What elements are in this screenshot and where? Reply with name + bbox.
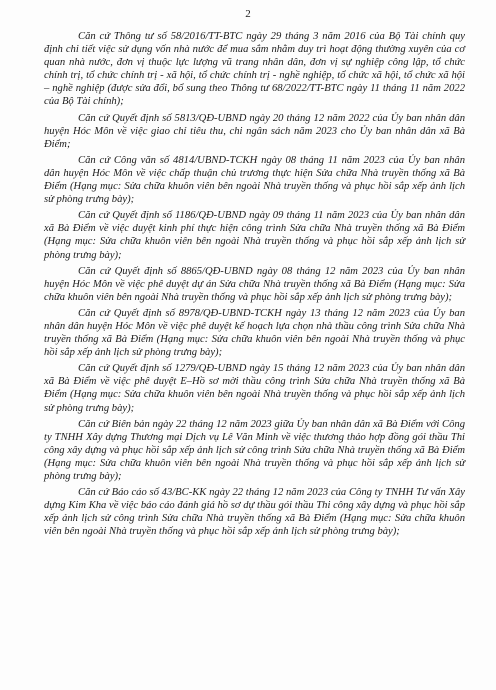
legal-basis-paragraph: Căn cứ Thông tư số 58/2016/TT-BTC ngày 29 tháng 3 năm 2016 của Bộ Tài chính quy định chi tiết việc sử dụng vốn nhà nước để mua sắm nhằm duy trì hoạt động thường xuyên của cơ quan nhà nước, đơn vị thuộc lực lượng vũ trang nhân dân, đơn vị sự nghiệp công lập, tổ chức chính trị, tổ chức chính trị - xã hội, tổ chức chính trị - nghề nghiệp, tổ chức xã hội, tổ chức xã hội – nghề nghiệp (được sửa đổi, bổ sung theo Thông tư 68/2022/TT-BTC ngày 11 tháng 11 năm 2022 của Bộ Tài chính); — [44, 31, 465, 108]
legal-basis-paragraph: Căn cứ Quyết định số 8978/QĐ-UBND-TCKH ngày 13 tháng 12 năm 2023 của Ủy ban nhân dân huyện Hóc Môn về việc phê duyệt kế hoạch lựa chọn nhà thầu công trình Sửa chữa Nhà truyền thống xã Bà Điểm (Hạng mục: Sửa chữa khuôn viên bên ngoài Nhà truyền thống và phục hồi sắp xếp ảnh lịch sử phòng trưng bày); — [44, 307, 465, 359]
document-body — [44, 30, 465, 541]
page-number: 2 — [245, 8, 251, 20]
legal-basis-paragraph: Căn cứ Quyết định số 8865/QĐ-UBND ngày 08 tháng 12 năm 2023 của Ủy ban nhân huyện Hóc Môn về việc phê duyệt dự án Sửa chữa Nhà truyền thống xã Bà Điểm (Hạng mục: Sửa chữa khuôn viên bên ngoài Nhà truyền thống và phục hồi sắp xếp ảnh lịch sử phòng trưng bày); — [44, 265, 465, 303]
legal-basis-paragraph: Căn cứ Công văn số 4814/UBND-TCKH ngày 08 tháng 11 năm 2023 của Ủy ban nhân dân huyện Hóc Môn về việc chấp thuận chủ trương thực hiện Sửa chữa Nhà truyền thống xã Bà Điểm (Hạng mục: Sửa chữa khuôn viên bên ngoài Nhà truyền thống và phục hồi sắp xếp ảnh lịch sử phòng trưng bày); — [44, 154, 465, 206]
legal-basis-paragraph: Căn cứ Quyết định số 1279/QĐ-UBND ngày 15 tháng 12 năm 2023 của Ủy ban nhân dân xã Bà Điểm về việc phê duyệt E–Hồ sơ mời thầu công trình Sửa chữa Nhà truyền thống xã Bà Điểm (Hạng mục: Sửa chữa khuôn viên bên ngoài Nhà truyền thống và phục hồi sắp xếp ảnh lịch sử phòng trưng bày); — [44, 363, 465, 414]
legal-basis-paragraph: Căn cứ Quyết định số 5813/QĐ-UBND ngày 20 tháng 12 năm 2022 của Ủy ban nhân dân huyện Hóc Môn về việc giao chỉ tiêu thu, chi ngân sách năm 2023 cho Ủy ban nhân dân xã Bà Điểm; — [44, 112, 465, 150]
legal-basis-paragraph: Căn cứ Biên bản ngày 22 tháng 12 năm 2023 giữa Ủy ban nhân dân xã Bà Điểm với Công ty TNHH Xây dựng Thương mại Dịch vụ Lê Văn Minh về việc thương thảo hợp đồng gói thầu Thi công xây dựng và phục hồi sắp xếp ảnh lịch sử công trình Sửa chữa Nhà truyền thống xã Bà Điểm (Hạng mục: Sửa chữa khuôn viên bên ngoài Nhà truyền thống và phục hồi sắp xếp ảnh lịch sử phòng trưng bày); — [44, 418, 465, 482]
legal-basis-paragraph: Căn cứ Báo cáo số 43/BC-KK ngày 22 tháng 12 năm 2023 của Công ty TNHH Tư vấn Xây dựng Kim Kha về việc báo cáo đánh giá hồ sơ dự thầu gói thầu Thi công xây dựng và phục hồi sắp xếp ảnh lịch sử công trình Sửa chữa Nhà truyền thống xã Bà Điểm (Hạng mục: Sửa chữa khuôn viên bên ngoài Nhà truyền thống và phục hồi sắp xếp ảnh lịch sử phòng trưng bày); — [44, 487, 465, 538]
legal-basis-paragraph: Căn cứ Quyết định số 1186/QĐ-UBND ngày 09 tháng 11 năm 2023 của Ủy ban nhân dân xã Bà Điểm về việc duyệt kinh phí thực hiện công trình Sửa chữa Nhà truyền thống xã Bà Điểm (Hạng mục: Sửa chữa khuôn viên bên ngoài Nhà truyền thống và phục hồi sắp xếp ảnh lịch sử phòng trưng bày); — [44, 210, 465, 261]
